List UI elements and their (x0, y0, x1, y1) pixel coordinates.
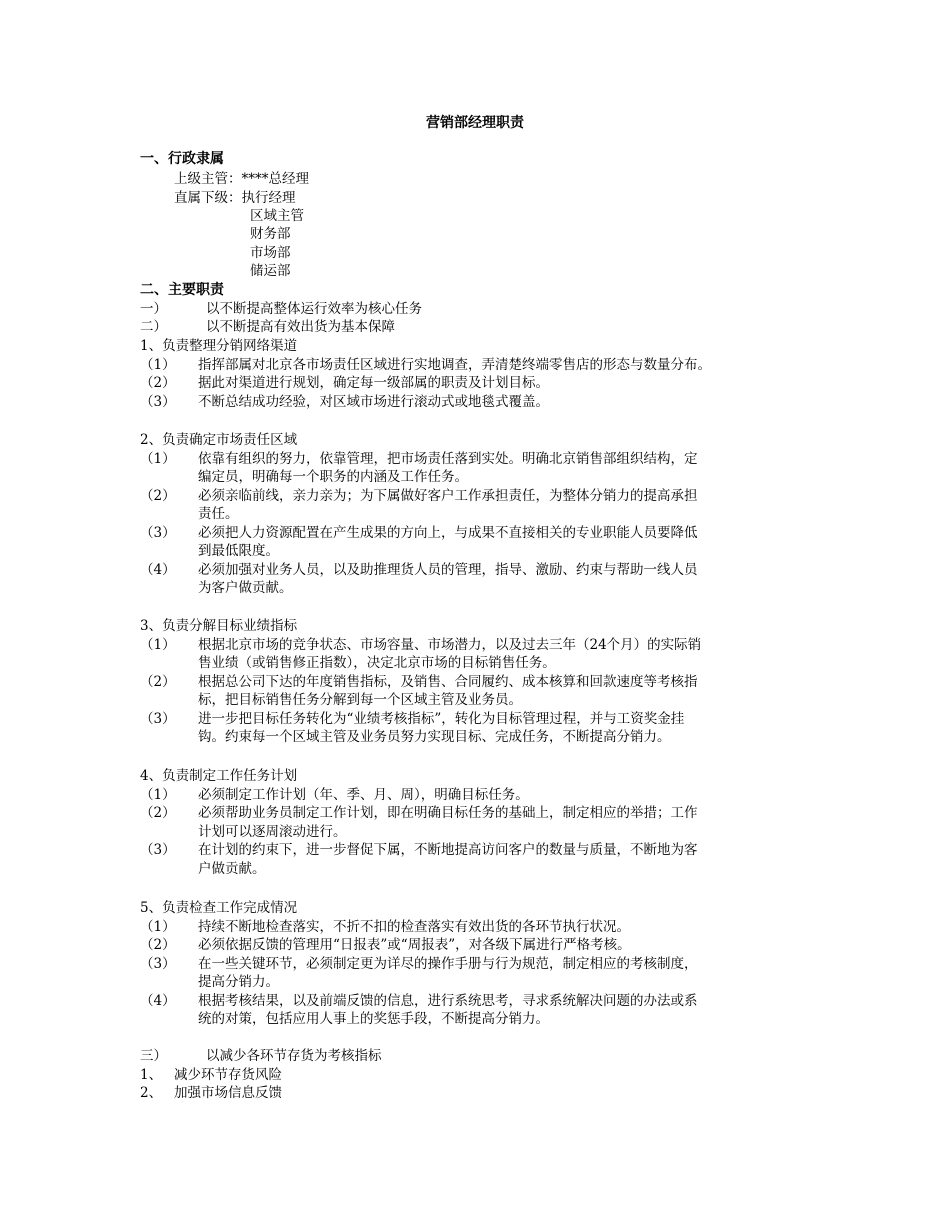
task-number: 一） (140, 301, 167, 317)
duty-item-text: 必须把人力资源配置在产生成果的方向上，与成果不直接相关的专业职能人员要降低 (198, 524, 698, 541)
duty-item-text: 必须亲临前线，亲力亲为；为下属做好客户工作承担责任，为整体分销力的提高承担 (198, 487, 698, 504)
subordinates-label: 直属下级：执行经理 (174, 190, 296, 206)
duty-item-text: 根据总公司下达的年度销售指标，及销售、合同履约、成本核算和回款速度等考核指 (198, 673, 698, 690)
duty-item-text: 必须依据反馈的管理用“日报表”或“周报表”，对各级下属进行严格考核。 (198, 937, 631, 953)
final-item-number: 2、 (140, 1085, 163, 1101)
duty-item-text: 提高分销力。 (198, 974, 279, 990)
duty-item-text: 根据考核结果，以及前端反馈的信息，进行系统思考，寻求系统解决问题的办法或系 (198, 992, 698, 1009)
duty-item-number: （1） (140, 450, 176, 467)
supervisor-line: 上级主管：****总经理 (174, 171, 309, 187)
duty-item-text: 钩。约束每一个区域主管及业务员努力实现目标、完成任务，不断提高分销力。 (198, 729, 671, 745)
duty-item-text: 在一些关键环节，必须制定更为详尽的操作手册与行为规范，制定相应的考核制度， (198, 955, 698, 972)
duty-item-number: （2） (140, 805, 176, 821)
duty-item-text: 指挥部属对北京各市场责任区域进行实地调查，弄清楚终端零售店的形态与数量分布。 (198, 356, 711, 373)
duty-item-text: 计划可以逐周滚动进行。 (198, 823, 347, 840)
duty-item-number: （1） (140, 918, 176, 935)
duty-item-text: 依靠有组织的努力，依靠管理，把市场责任落到实处。明确北京销售部组织结构，定 (198, 450, 698, 467)
section-heading-duties: 二、主要职责 (140, 282, 224, 298)
duty-item-number: （2） (140, 673, 176, 690)
duty-group-title: 1、负责整理分销网络渠道 (140, 338, 298, 354)
task-text: 以不断提高有效出货为基本保障 (206, 319, 395, 335)
duty-item-number: （1） (140, 786, 176, 803)
section-heading-administrative: 一、行政隶属 (140, 151, 224, 167)
final-item-text: 减少环节存货风险 (174, 1067, 282, 1083)
duty-item-number: （2） (140, 937, 176, 953)
subordinate-item: 区域主管 (250, 208, 304, 224)
duty-group-title: 4、负责制定工作任务计划 (140, 768, 298, 784)
final-item-text: 加强市场信息反馈 (174, 1085, 282, 1101)
duty-item-text: 责任。 (198, 506, 239, 522)
duty-item-text: 为客户做贡献。 (198, 580, 293, 596)
duty-item-number: （3） (140, 393, 176, 410)
duty-item-number: （4） (140, 992, 176, 1009)
duty-item-text: 进一步把目标任务转化为“业绩考核指标”，转化为目标管理过程，并与工资奖金挂 (198, 710, 685, 727)
duty-group-title: 3、负责分解目标业绩指标 (140, 618, 298, 634)
duty-item-text: 根据北京市场的竞争状态、市场容量、市场潜力，以及过去三年（24个月）的实际销 (198, 636, 702, 653)
duty-item-number: （3） (140, 710, 176, 727)
subordinate-item: 市场部 (250, 245, 291, 261)
duty-item-number: （3） (140, 842, 176, 858)
duty-item-text: 据此对渠道进行规划，确定每一级部属的职责及计划目标。 (198, 375, 549, 391)
duty-item-number: （1） (140, 356, 176, 373)
duty-item-text: 不断总结成功经验，对区域市场进行滚动式或地毯式覆盖。 (198, 393, 549, 410)
duty-item-number: （1） (140, 636, 176, 653)
duty-group-title: 5、负责检查工作完成情况 (140, 900, 298, 916)
duty-item-text: 户做贡献。 (198, 860, 266, 877)
duty-item-number: （2） (140, 375, 176, 391)
duty-item-text: 必须制定工作计划（年、季、月、周），明确目标任务。 (198, 786, 529, 803)
duty-item-text: 在计划的约束下，进一步督促下属，不断地提高访问客户的数量与质量，不断地为客 (198, 842, 698, 858)
task-number: 三） (140, 1048, 167, 1064)
task-number: 二） (140, 319, 167, 335)
duty-item-text: 必须加强对业务人员，以及助推理货人员的管理，指导、激励、约束与帮助一线人员 (198, 561, 698, 578)
duty-item-text: 必须帮助业务员制定工作计划，即在明确目标任务的基础上，制定相应的举措；工作 (198, 805, 698, 821)
subordinate-item: 储运部 (250, 263, 291, 279)
duty-item-text: 编定员，明确每一个职务的内涵及工作任务。 (198, 469, 468, 485)
duty-item-number: （4） (140, 561, 176, 578)
document-title: 营销部经理职责 (426, 115, 524, 131)
task-text: 以减少各环节存货为考核指标 (206, 1048, 382, 1064)
duty-item-text: 到最低限度。 (198, 543, 279, 559)
duty-item-number: （2） (140, 487, 176, 504)
duty-item-text: 标，把目标销售任务分解到每一个区域主管及业务员。 (198, 692, 522, 708)
subordinate-item: 财务部 (250, 226, 291, 242)
final-item-number: 1、 (140, 1067, 163, 1083)
duty-item-number: （3） (140, 955, 176, 972)
duty-item-text: 统的对策，包括应用人事上的奖惩手段，不断提高分销力。 (198, 1011, 549, 1027)
duty-item-text: 持续不断地检查落实，不折不扣的检查落实有效出货的各环节执行状况。 (198, 918, 630, 935)
duty-item-text: 售业绩（或销售修正指数），决定北京市场的目标销售任务。 (198, 655, 556, 671)
task-text: 以不断提高整体运行效率为核心任务 (206, 301, 422, 317)
duty-item-number: （3） (140, 524, 176, 541)
duty-group-title: 2、负责确定市场责任区域 (140, 432, 298, 448)
